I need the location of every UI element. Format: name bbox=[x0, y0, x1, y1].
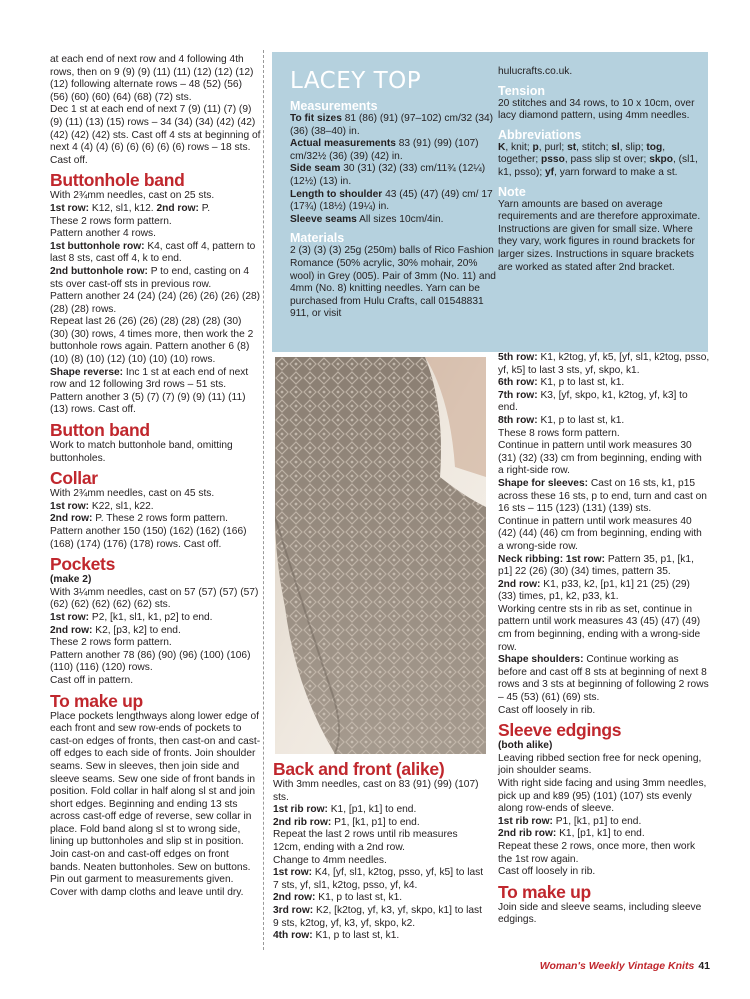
paragraph: These 2 rows form pattern. bbox=[50, 637, 172, 649]
row-instruction: 1st row: K12, sl1, k12. 2nd row: P. bbox=[50, 202, 211, 214]
paragraph: Working centre sts in rib as set, continue in pattern until work measures 43 (45) (47) (49) cm from beginning, ending with a wrong-side row. bbox=[498, 603, 701, 653]
row-instruction: 6th row: K1, p to last st, k1. bbox=[498, 377, 625, 389]
left-column bbox=[50, 54, 262, 899]
paragraph: at each end of next row and 4 following 4th rows, then on 9 (9) (9) (11) (11) (12) (12) (12) (12) following alternate rows – 48 (52) (56) (56) (60) (60) (64) (68) (72) sts. bbox=[50, 54, 254, 103]
section-heading-make-up: To make up bbox=[50, 690, 143, 711]
paragraph: Yarn amounts are based on average requirements and are therefore approximate. Instructions are given for small size. Where they vary, work figures in round brackets for larger sizes. Instructions in square brackets are worked as stated after 2nd bracket. bbox=[498, 198, 701, 273]
paragraph: Join side and sleeve seams, including sleeve edgings. bbox=[498, 901, 702, 926]
row-instruction: Shape reverse: Inc 1 st at each end of next row and 12 following 3rd rows – 51 sts. bbox=[50, 366, 249, 391]
paragraph: 2 (3) (3) (3) 25g (250m) balls of Rico Fashion Romance (50% acrylic, 30% mohair, 20% wool) in Grey (005). Pair of 3mm (No. 11) and 4mm (No. 8) knitting needles. Yarn can be purchased from Hulu Crafts, call 01548831 911, or visit bbox=[290, 245, 496, 320]
website-link: hulucrafts.co.uk. bbox=[498, 66, 573, 77]
paragraph: Cast off in pattern. bbox=[50, 674, 134, 686]
column-divider bbox=[263, 50, 264, 950]
measurement-line: Sleeve seams All sizes 10cm/4in. bbox=[290, 213, 444, 225]
row-instruction: 2nd row: K2, [p3, k2] to end. bbox=[50, 624, 181, 636]
panel-heading-note: Note bbox=[498, 184, 526, 199]
paragraph: With 2¾mm needles, cast on 45 sts. bbox=[50, 488, 215, 500]
row-instruction: 1st row: K22, sl1, k22. bbox=[50, 500, 154, 512]
paragraph: With right side facing and using 3mm needles, pick up and k89 (95) (101) (107) sts evenly along row-ends of sleeve. bbox=[498, 778, 707, 815]
row-instruction: 2nd rib row: K1, [p1, k1] to end. bbox=[498, 828, 645, 840]
paragraph: Cast off loosely in rib. bbox=[498, 704, 596, 716]
paragraph: Change to 4mm needles. bbox=[273, 854, 387, 866]
row-instruction: 1st rib row: K1, [p1, k1] to end. bbox=[273, 804, 417, 816]
paragraph: Dec 1 st at each end of next 7 (9) (11) (7) (9) (9) (11) (13) (15) rows – 34 (34) (34) (42) (42) (42) (42) (42) sts. Cast off 4 sts at beginning of next 4 (4) (4) (6) (6) (6) (6) (6) rows – 18 sts. Cast off. bbox=[50, 104, 261, 166]
paragraph: Continue in pattern until work measures 40 (42) (44) (46) cm from beginning, ending with a wrong-side row. bbox=[498, 515, 702, 552]
paragraph: Pattern another 4 rows. bbox=[50, 228, 156, 240]
measurement-line: Side seam 30 (31) (32) (33) cm/11¾ (12¼) (12½) (13) in. bbox=[290, 163, 486, 187]
row-instruction: 1st rib row: P1, [k1, p1] to end. bbox=[498, 815, 642, 827]
paragraph: These 8 rows form pattern. bbox=[498, 427, 620, 439]
row-instruction: 2nd row: K1, p33, k2, [p1, k1] 21 (25) (29) (33) times, p1, k2, p33, k1. bbox=[498, 578, 690, 603]
row-instruction: 2nd rib row: P1, [k1, p1] to end. bbox=[273, 816, 420, 828]
paragraph: With 3¼mm needles, cast on 57 (57) (57) (57) (62) (62) (62) (62) (62) sts. bbox=[50, 586, 259, 611]
section-heading-sleeve-edgings: Sleeve edgings bbox=[498, 720, 622, 741]
paragraph: Pattern another 78 (86) (90) (96) (100) (106) (110) (116) (120) rows. bbox=[50, 649, 251, 674]
section-heading-button-band: Button band bbox=[50, 420, 150, 441]
measurement-line: Actual measurements 83 (91) (99) (107) cm/32½ (36) (39) (42) in. bbox=[290, 138, 479, 162]
info-panel bbox=[272, 52, 708, 352]
row-instruction: 1st row: K4, [yf, sl1, k2tog, psso, yf, k5] to last 7 sts, yf, sl1, k2tog, psso, yf, k4. bbox=[273, 867, 484, 891]
paragraph: Cast off loosely in rib. bbox=[498, 866, 596, 878]
section-heading-buttonhole-band: Buttonhole band bbox=[50, 170, 185, 191]
paragraph: Repeat these 2 rows, once more, then work the 1st row again. bbox=[498, 840, 696, 865]
paragraph: Pattern another 24 (24) (24) (26) (26) (26) (28) (28) (28) rows. bbox=[50, 291, 261, 315]
middle-column bbox=[273, 759, 487, 943]
page-number: 41 bbox=[698, 960, 710, 972]
paragraph: Leaving ribbed section free for neck opening, join shoulder seams. bbox=[498, 752, 702, 777]
row-instruction: 1st row: P2, [k1, sl1, k1, p2] to end. bbox=[50, 611, 213, 623]
panel-heading-measurements: Measurements bbox=[290, 99, 378, 113]
row-instruction: 1st buttonhole row: K4, cast off 4, pattern to last 8 sts, cast off 4, k to end. bbox=[50, 240, 256, 265]
right-column bbox=[498, 352, 710, 927]
subheading: (both alike) bbox=[498, 740, 553, 752]
section-heading-make-up-2: To make up bbox=[498, 881, 591, 902]
abbreviations-text: K, knit; p, purl; st, stitch; sl, slip; tog, together; psso, pass slip st over; skpo, (sl1, k1, psso); yf, yarn forward to make a st. bbox=[498, 141, 698, 178]
row-instruction: Shape for sleeves: Cast on 16 sts, k1, p15 across these 16 sts, p to end, turn and cast on 16 sts – 115 (123) (131) (139) sts. bbox=[498, 477, 707, 515]
paragraph: With 3mm needles, cast on 83 (91) (99) (107) sts. bbox=[273, 779, 479, 803]
paragraph: Place pockets lengthways along lower edge of each front and sew row-ends of pockets to cast-on edges of fronts, then cast-on and cast-off edges to each side of fronts. Join shoulder seams. Sew in sleeves, then join side and sleeve seams. Sew one side of front bands in position. Fold collar in half along sl st and join short edges. Beginning and ending 13 sts across cast-off edge of reverse, sew collar in place. Fold band along sl st to wrong side, lining up buttonholes and slip st in position. Join cast-on and cast-off edges on front bands. Neaten buttonholes. Sew on buttons. bbox=[50, 710, 261, 873]
row-instruction: 8th row: K1, p to last st, k1. bbox=[498, 414, 625, 426]
panel-heading-materials: Materials bbox=[290, 231, 345, 246]
paragraph: Continue in pattern until work measures 30 (31) (32) (33) cm from beginning, ending with a right-side row. bbox=[498, 440, 702, 477]
measurement-line: Length to shoulder 43 (45) (47) (49) cm/ 17 (17¾) (18½) (19¼) in. bbox=[290, 188, 493, 213]
paragraph: Pin out garment to measurements given. Cover with damp cloths and leave until dry. bbox=[50, 874, 244, 898]
section-heading-collar: Collar bbox=[50, 468, 98, 489]
row-instruction: 4th row: K1, p to last st, k1. bbox=[273, 930, 400, 942]
paragraph: Pattern another 3 (5) (7) (7) (9) (9) (11) (11) (13) rows. Cast off. bbox=[50, 391, 246, 416]
paragraph: Pattern another 150 (150) (162) (162) (166) (168) (174) (176) (178) rows. Cast off. bbox=[50, 526, 247, 550]
row-instruction: Shape shoulders: Continue working as before and cast off 8 sts at beginning of next 8 rows and 3 sts at beginning of following 2 rows – 45 (53) (61) (69) sts. bbox=[498, 654, 709, 704]
subheading: (make 2) bbox=[50, 574, 92, 586]
paragraph: Repeat the last 2 rows until rib measures 12cm, ending with a 2nd row. bbox=[273, 829, 458, 853]
paragraph: With 2¾mm needles, cast on 25 sts. bbox=[50, 190, 215, 202]
row-instruction: Neck ribbing: 1st row: Pattern 35, p1, [k1, p1] 22 (26) (30) (34) times, pattern 35. bbox=[498, 553, 694, 578]
row-instruction: 3rd row: K2, [k2tog, yf, k3, yf, skpo, k1] to last 9 sts, k2tog, yf, k3, yf, skpo, k2. bbox=[273, 904, 482, 929]
magazine-title: Woman's Weekly Vintage Knits bbox=[539, 960, 695, 972]
panel-heading-tension: Tension bbox=[498, 83, 545, 98]
garment-photo bbox=[275, 357, 486, 754]
row-instruction: 2nd row: K1, p to last st, k1. bbox=[273, 892, 403, 904]
row-instruction: 2nd buttonhole row: P to end, casting on 4 sts over cast-off sts in previous row. bbox=[50, 265, 250, 290]
section-heading-back-and-front: Back and front (alike) bbox=[273, 759, 445, 779]
page-footer bbox=[540, 960, 710, 972]
section-heading-pockets: Pockets bbox=[50, 554, 116, 575]
row-instruction: 7th row: K3, [yf, skpo, k1, k2tog, yf, k3] to end. bbox=[498, 389, 688, 414]
row-instruction: 2nd row: P. These 2 rows form pattern. bbox=[50, 513, 228, 525]
paragraph: 20 stitches and 34 rows, to 10 x 10cm, over lacy diamond pattern, using 4mm needles. bbox=[498, 97, 695, 122]
paragraph: These 2 rows form pattern. bbox=[50, 215, 172, 227]
row-instruction: 5th row: K1, k2tog, yf, k5, [yf, sl1, k2tog, psso, yf, k5] to last 3 sts, yf, skpo, k1. bbox=[498, 352, 710, 376]
panel-heading-abbreviations: Abbreviations bbox=[498, 127, 582, 142]
paragraph: Work to match buttonhole band, omitting buttonholes. bbox=[50, 440, 233, 464]
pattern-title: LACEY TOP bbox=[290, 68, 422, 94]
paragraph: Repeat last 26 (26) (26) (28) (28) (28) (30) (30) (30) rows, 4 times more, then work the 2 buttonhole rows again. Pattern another 6 (8) (10) (8) (10) (12) (10) (10) (10) rows. bbox=[50, 316, 254, 366]
measurement-line: To fit sizes 81 (86) (91) (97–102) cm/32 (34) (36) (38–40) in. bbox=[290, 113, 494, 137]
